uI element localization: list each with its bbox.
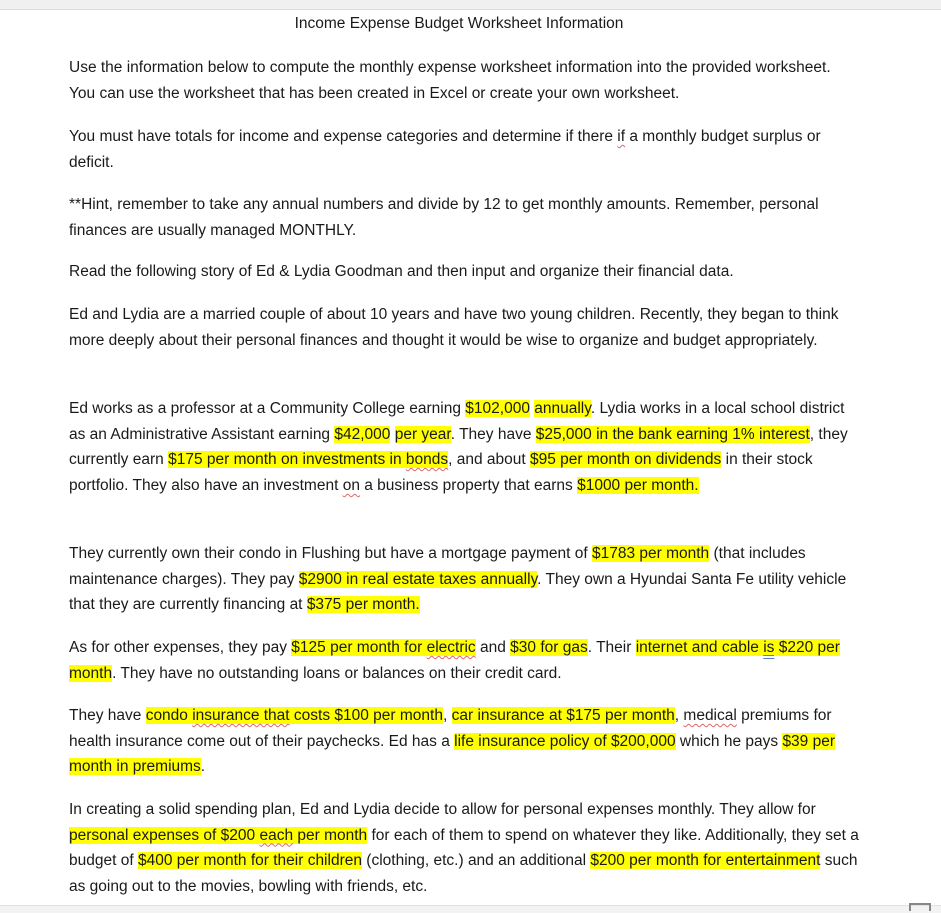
document-title: Income Expense Budget Worksheet Information	[294, 15, 624, 32]
paragraph-totals	[69, 124, 859, 175]
text: for each of them to spend on whatever they like. Additionally, they set a budget of	[69, 826, 859, 870]
highlight: $175 per month on investments in	[168, 451, 406, 469]
text: (clothing, etc.) and an additional	[361, 852, 591, 870]
highlight: costs $100 per month	[289, 707, 443, 724]
text: which he pays	[675, 732, 783, 750]
paragraph-couple-intro: Ed and Lydia are a married couple of about 10 years and have two young children. Recently, they began to think more deeply about their personal finances and thought it would be wise to organize and budget appropriately.	[69, 306, 839, 349]
paragraph-read-story: Read the following story of Ed & Lydia Goodman and then input and organize their financial data.	[69, 263, 734, 280]
text: . Their	[587, 639, 636, 656]
text: . They have	[450, 425, 536, 443]
highlight-grammar-check[interactable]: is	[763, 639, 775, 656]
text: As for other expenses, they pay	[69, 639, 292, 656]
text: , and about	[448, 451, 530, 469]
highlight: personal expenses of $200	[69, 826, 260, 844]
corner-icon[interactable]	[909, 903, 931, 911]
highlight: annually	[534, 400, 591, 417]
highlight: $42,000	[334, 425, 391, 443]
highlight-spellcheck[interactable]: electric	[426, 639, 476, 656]
highlight: $2900 in real estate taxes annually	[298, 570, 538, 588]
text: a business property that earns	[359, 476, 578, 494]
highlight: $125 per month for	[291, 639, 427, 656]
text: such as going out to the movies, bowling with friends, etc.	[69, 852, 858, 895]
highlight: $39 per month in premiums	[69, 732, 836, 776]
highlight: $375 per month.	[306, 596, 420, 614]
window-top-bar	[0, 0, 941, 10]
text: premiums for health insurance come out of their paychecks. Ed has a	[69, 707, 832, 750]
text: a monthly budget surplus or deficit.	[69, 128, 821, 171]
highlight: $1783 per month	[591, 545, 710, 562]
text: ,	[442, 707, 452, 724]
text: They currently own their condo in Flushing but have a mortgage payment of	[69, 545, 592, 562]
highlight: per month	[293, 826, 368, 844]
text: ,	[674, 707, 684, 724]
text: Ed works as a professor at a Community College earning	[69, 400, 466, 417]
text: , they currently earn	[69, 425, 848, 469]
spellcheck-word[interactable]: medical	[683, 707, 737, 724]
highlight: internet and cable	[635, 639, 764, 656]
text: . They own a Hyundai Santa Fe utility vehicle that they are currently financing at	[69, 570, 847, 614]
highlight-spellcheck[interactable]: insurance that	[192, 707, 290, 724]
highlight: $30 for gas	[510, 639, 588, 656]
spellcheck-word[interactable]: on	[342, 476, 360, 494]
text: . Lydia works in a local school district as an Administrative Assistant earning	[69, 400, 845, 443]
highlight: $200 per month for entertainment	[590, 852, 821, 870]
highlight: $95 per month on dividends	[530, 451, 722, 469]
text: . They have no outstanding loans or balances on their credit card.	[112, 664, 562, 682]
text: (that includes maintenance charges). They pay	[69, 545, 806, 588]
text: They have	[69, 707, 146, 724]
text: You must have totals for income and expense categories and determine if there	[69, 128, 618, 145]
spellcheck-word[interactable]: if	[617, 128, 626, 145]
text: .	[200, 758, 206, 776]
text: and	[475, 639, 511, 656]
highlight: life insurance policy of $200,000	[454, 732, 676, 750]
highlight-spellcheck[interactable]: bonds	[405, 451, 449, 469]
highlight: $25,000 in the bank earning 1% interest	[535, 425, 810, 443]
highlight: $1000 per month.	[577, 476, 699, 494]
highlight: condo	[145, 707, 193, 724]
paragraph-instructions: Use the information below to compute the monthly expense worksheet information into the provided worksheet. You can use the worksheet that has been created in Excel or create your own worksheet.	[69, 59, 831, 102]
paragraph-utilities	[69, 635, 859, 686]
highlight: $102,000	[465, 400, 530, 417]
paragraph-insurance	[69, 703, 859, 780]
paragraph-spending-plan	[69, 797, 859, 899]
highlight: per year	[394, 425, 451, 443]
paragraph-income	[69, 396, 859, 498]
highlight: car insurance at $175 per month	[451, 707, 675, 724]
paragraph-housing	[69, 541, 859, 618]
text: In creating a solid spending plan, Ed and Lydia decide to allow for personal expenses monthly. They allow for	[69, 801, 816, 818]
highlight: $400 per month for their children	[137, 852, 362, 870]
text: in their stock portfolio. They also have an investment	[69, 451, 813, 494]
highlight-spellcheck[interactable]: each	[259, 826, 294, 844]
highlight: $220 per month	[69, 639, 840, 682]
paragraph-hint: **Hint, remember to take any annual numbers and divide by 12 to get monthly amounts. Remember, personal finances are usually managed MONTHLY.	[69, 196, 819, 239]
